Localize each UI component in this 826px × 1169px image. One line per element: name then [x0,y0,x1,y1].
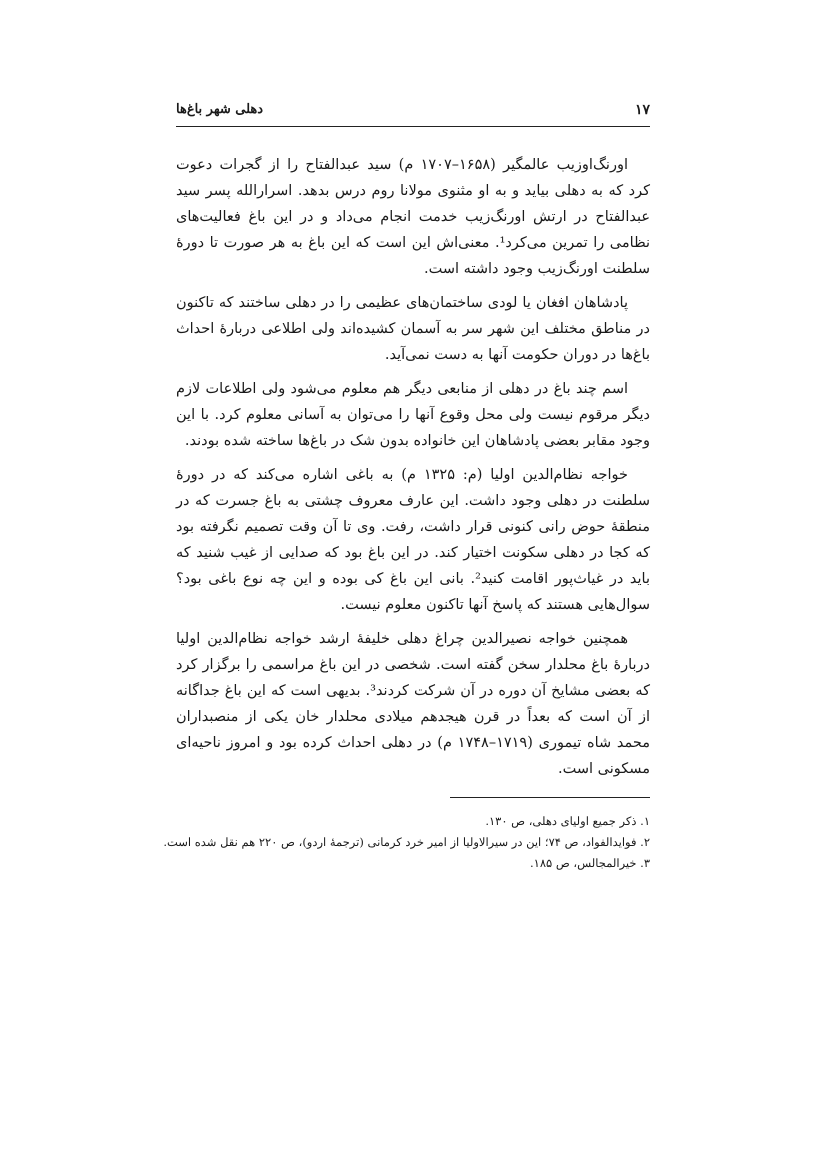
footnote-3: ۳. خیرالمجالس، ص ۱۸۵. [530,856,650,870]
paragraph: اسم چند باغ در دهلی از منابعی دیگر هم معلوم می‌شود ولی اطلاعات لازم دیگر مرقوم نیست ولی محل وقوع آنها را می‌توان به آسانی معلوم کرد. با این وجود مقابر بعضی پادشاهان این خانواده بدون شک در باغ‌ها ساخته شده بودند. [176,381,650,449]
paragraph: پادشاهان افغان یا لودی ساختمان‌های عظیمی را در دهلی ساختند که تاکنون در مناطق مختلف این شهر سر به آسمان کشیده‌اند ولی اطلاعی دربارهٔ احداث باغ‌ها در دوران حکومت آنها به دست نمی‌آید. [176,295,650,363]
footnote-2: ۲. فوایدالفواد، ص ۷۴؛ این در سیرالاولیا از امیر خرد کرمانی (ترجمهٔ اردو)، ص ۲۲۰ هم نقل شده است. [163,835,650,849]
page-header [176,100,650,127]
main-text [176,152,650,790]
paragraph: خواجه نظام‌الدین اولیا (م: ۱۳۲۵ م) به باغی اشاره می‌کند که در دورهٔ سلطنت در دهلی وجود داشت. این عارف معروف چشتی به باغ جسرت که در منطقهٔ حوض رانی کنونی قرار داشت، رفت. وی تا آن وقت تصمیم نگرفته بود که کجا در دهلی سکونت اختیار کند. در این باغ بود که صدایی از غیب شنید که باید در غیاث‌پور اقامت کنید². بانی این باغ کی بوده و این چه نوع باغی بود؟ سوال‌هایی هستند که پاسخ آنها تاکنون معلوم نیست. [176,467,650,613]
paragraph: همچنین خواجه نصیرالدین چراغ دهلی خلیفهٔ ارشد خواجه نظام‌الدین اولیا دربارهٔ باغ محلدار سخن گفته است. شخصی در این باغ مراسمی را برگزار کرد که بعضی مشایخ آن دوره در آن شرکت کردند³. بدیهی است که این باغ جداگانه از آن است که بعداً در قرن هیجدهم میلادی محلدار خان یکی از منصبداران محمد شاه تیموری (۱۷۱۹–۱۷۴۸ م) در دهلی احداث کرده بود و امروز ناحیه‌ای مسکونی است. [176,631,650,777]
running-title: دهلی شهر باغ‌ها [176,102,264,117]
paragraph: اورنگ‌اوزیب عالمگیر (۱۶۵۸–۱۷۰۷ م) سید عبدالفتاح را از گجرات دعوت کرد که به دهلی بیاید و به او مثنوی مولانا روم درس بدهد. اسرارالله پسر سید عبدالفتاح در ارتش اورنگ‌زیب خدمت انجام می‌داد و در این باغ فعالیت‌های نظامی را تمرین می‌کرد¹. معنی‌اش این است که این باغ به هر صورت تا دورهٔ سلطنت اورنگ‌زیب وجود داشته است. [176,157,651,277]
page-number: ۱۷ [634,102,650,118]
footnotes [163,811,650,874]
footnote-divider [450,797,650,798]
footnote-1: ۱. ذکر جمیع اولیای دهلی، ص ۱۳۰. [485,814,650,828]
